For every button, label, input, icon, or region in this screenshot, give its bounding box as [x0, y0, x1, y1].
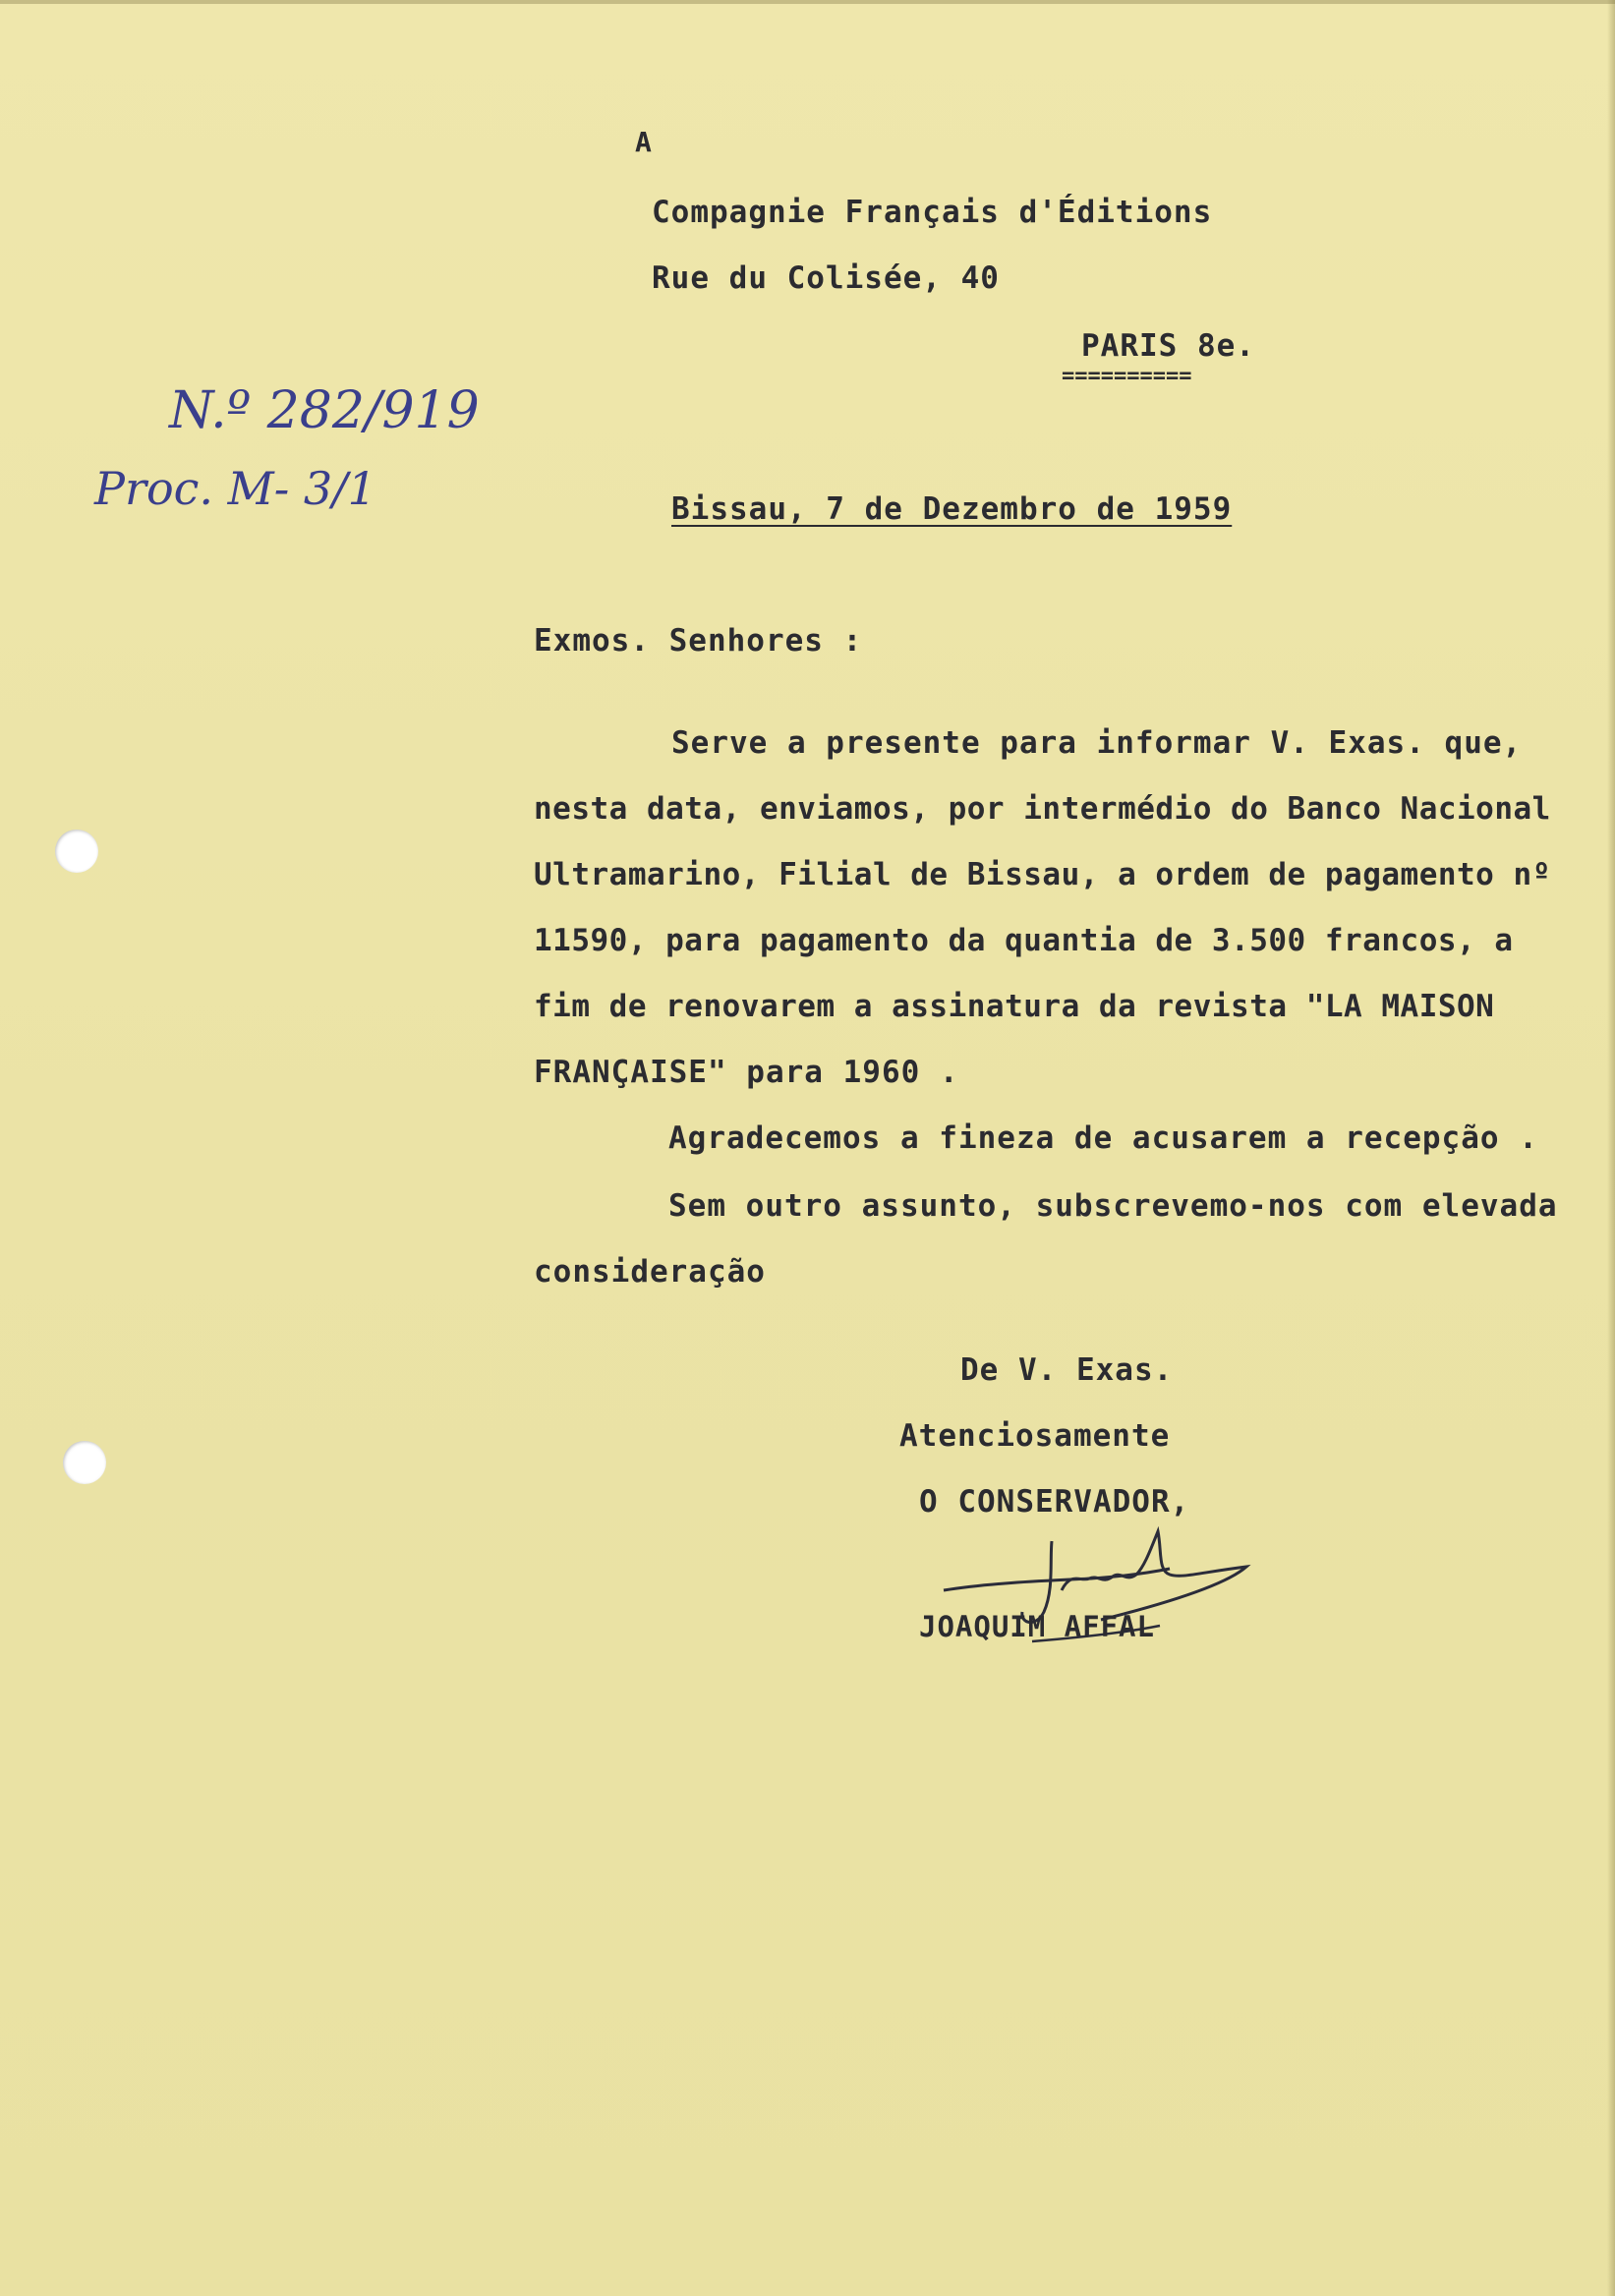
- body-line-9: consideração: [534, 1254, 766, 1290]
- body-line-8: Sem outro assunto, subscrevemo-nos com elevada: [668, 1188, 1558, 1224]
- top-mark: A: [635, 126, 653, 158]
- recipient-city: PARIS 8e.: [1081, 328, 1255, 364]
- handwritten-ref-number: N.º 282/919: [169, 381, 480, 440]
- body-line-4: 11590, para pagamento da quantia de 3.500 francos, a: [534, 923, 1514, 958]
- paper-right-edge: [1607, 0, 1615, 2296]
- closing-line-3: O CONSERVADOR,: [919, 1484, 1190, 1520]
- recipient-street: Rue du Colisée, 40: [652, 260, 1000, 296]
- recipient-city-underline: ==========: [1062, 364, 1192, 388]
- closing-line-2: Atenciosamente: [899, 1418, 1171, 1454]
- body-line-5: fim de renovarem a assinatura da revista "LA MAISON: [534, 989, 1495, 1024]
- body-line-7: Agradecemos a fineza de acusarem a recepção .: [668, 1120, 1538, 1156]
- handwritten-proc: Proc. M- 3/1: [94, 462, 376, 515]
- salutation: Exmos. Senhores :: [534, 623, 863, 659]
- letter-date: Bissau, 7 de Dezembro de 1959: [671, 491, 1233, 527]
- body-line-6: FRANÇAISE" para 1960 .: [534, 1055, 959, 1090]
- recipient-name: Compagnie Français d'Éditions: [652, 195, 1213, 230]
- paper-top-edge: [0, 0, 1615, 4]
- signatory-name: JOAQUIM AFFAL: [919, 1610, 1155, 1643]
- punch-hole-top: [55, 830, 98, 873]
- body-line-3: Ultramarino, Filial de Bissau, a ordem de pagamento nº: [534, 857, 1551, 892]
- closing-line-1: De V. Exas.: [960, 1352, 1174, 1388]
- punch-hole-bottom: [63, 1441, 106, 1484]
- body-line-1: Serve a presente para informar V. Exas. que,: [671, 725, 1523, 761]
- body-line-2: nesta data, enviamos, por intermédio do Banco Nacional: [534, 791, 1551, 827]
